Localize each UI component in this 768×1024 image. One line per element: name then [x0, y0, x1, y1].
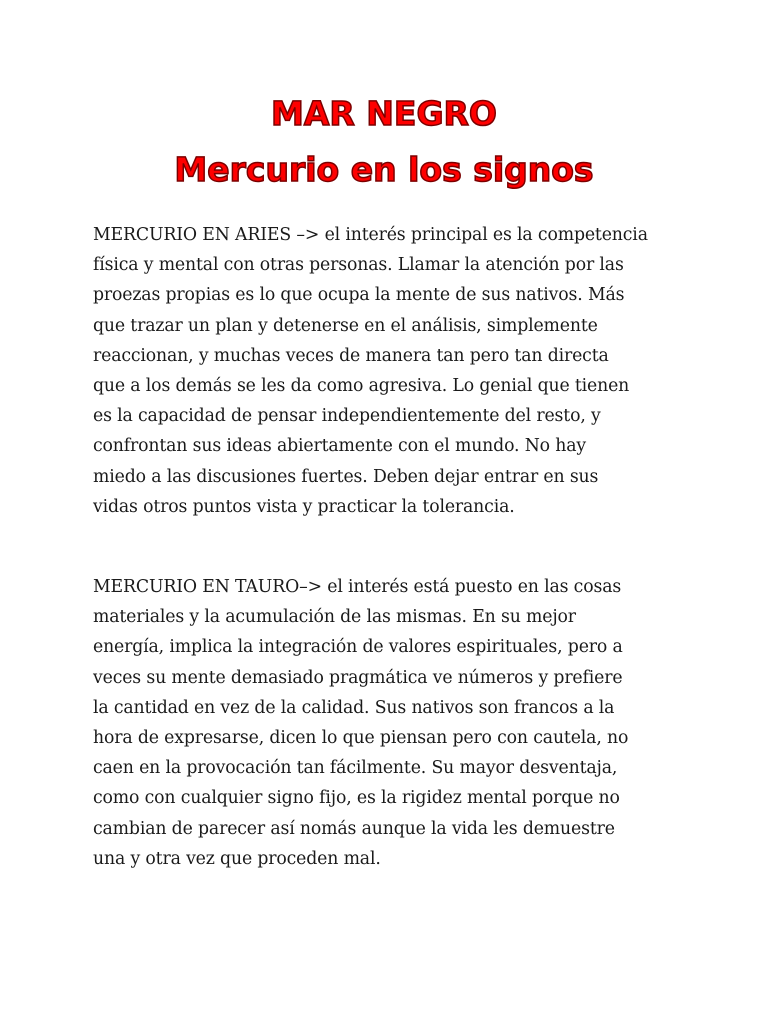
paragraph-line: miedo a las discusiones fuertes. Deben dejar entrar en sus	[93, 466, 599, 487]
paragraph-mercurio-aries	[93, 220, 683, 522]
paragraph-line: una y otra vez que proceden mal.	[93, 848, 381, 869]
paragraph-line: materiales y la acumulación de las mismas. En su mejor	[93, 607, 576, 628]
paragraph-line: que trazar un plan y detenerse en el análisis, simplemente	[93, 315, 598, 336]
title-line-2: Mercurio en los signos	[174, 150, 594, 189]
paragraph-line: proezas propias es lo que ocupa la mente de sus nativos. Más	[93, 285, 625, 306]
paragraph-line: física y mental con otras personas. Llamar la atención por las	[93, 255, 624, 276]
paragraph-line: reaccionan, y muchas veces de manera tan pero tan directa	[93, 345, 609, 366]
paragraph-line: como con cualquier signo fijo, es la rigidez mental porque no	[93, 788, 620, 809]
paragraph-line: caen en la provocación tan fácilmente. Su mayor desventaja,	[93, 758, 618, 779]
paragraph-line: veces su mente demasiado pragmática ve números y prefiere	[93, 667, 623, 688]
paragraph-line: es la capacidad de pensar independientemente del resto, y	[93, 406, 601, 427]
paragraph-line: energía, implica la integración de valores espirituales, pero a	[93, 637, 623, 658]
paragraph-line: vidas otros puntos vista y practicar la tolerancia.	[93, 496, 515, 517]
paragraph-line: MERCURIO EN TAURO–> el interés está puesto en las cosas	[93, 577, 622, 597]
paragraph-mercurio-tauro	[93, 572, 683, 874]
document-title	[0, 86, 768, 198]
paragraph-line: la cantidad en vez de la calidad. Sus nativos son francos a la	[93, 697, 615, 718]
paragraph-line: MERCURIO EN ARIES –> el interés principal es la competencia	[93, 225, 648, 245]
paragraph-line: que a los demás se les da como agresiva. Lo genial que tienen	[93, 376, 630, 397]
title-line-1: MAR NEGRO	[271, 94, 497, 133]
paragraph-line: confrontan sus ideas abiertamente con el mundo. No hay	[93, 436, 587, 457]
paragraph-line: cambian de parecer así nomás aunque la vida les demuestre	[93, 818, 615, 839]
paragraph-line: hora de expresarse, dicen lo que piensan pero con cautela, no	[93, 728, 629, 749]
